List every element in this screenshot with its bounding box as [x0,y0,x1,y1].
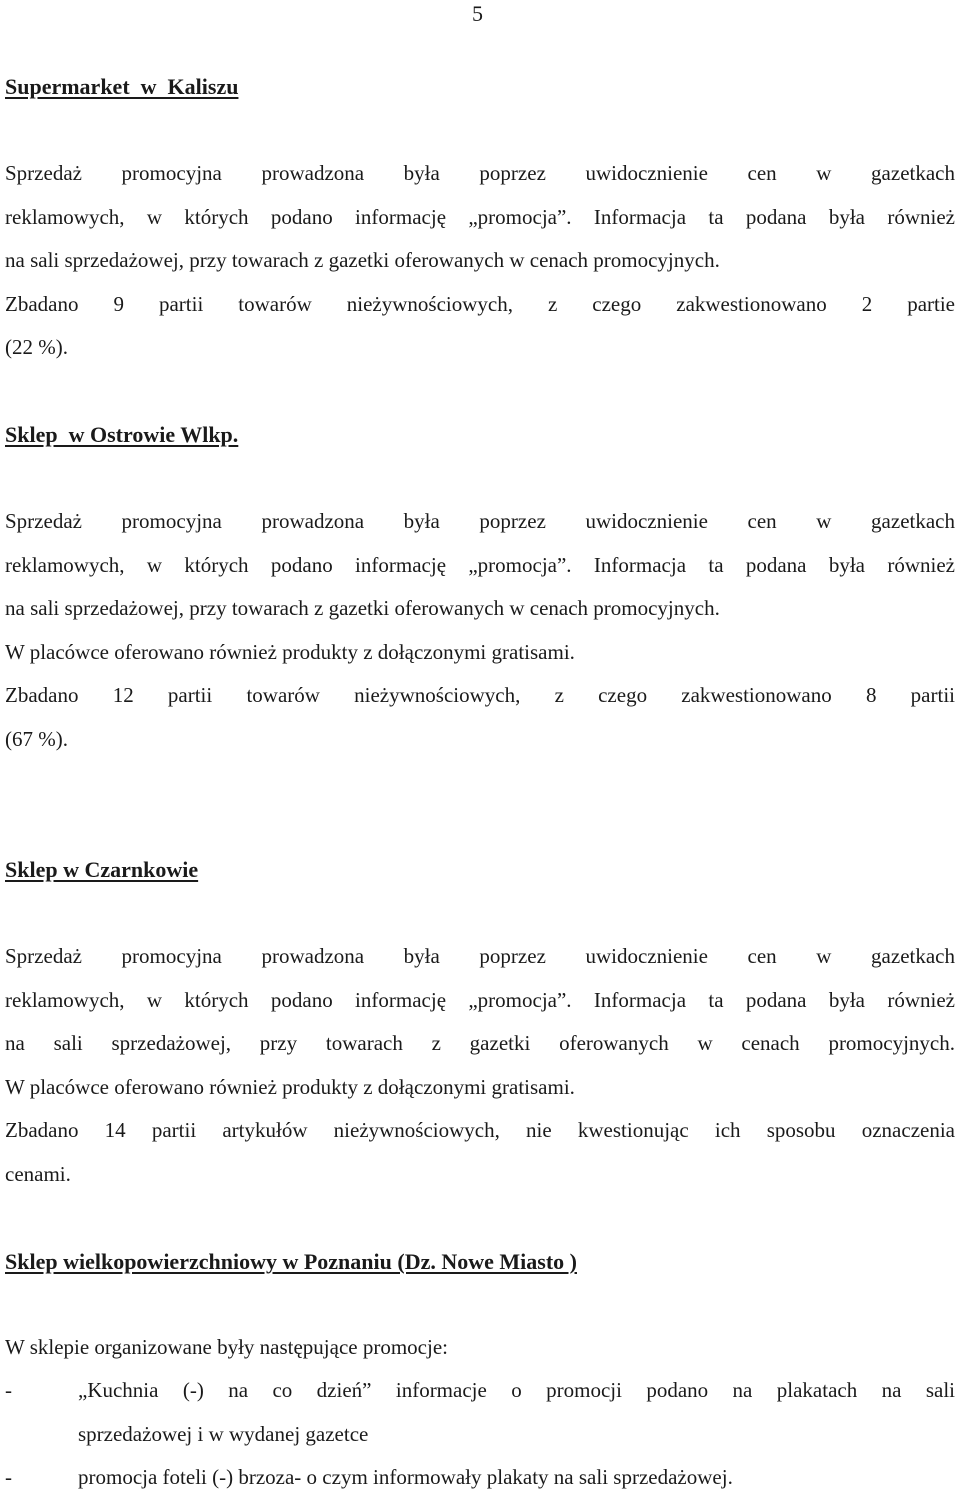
list-dash: - [5,1378,12,1402]
paragraph-line: Sprzedaż promocyjna prowadzona była poprzez uwidocznienie cen w gazetkach [5,161,955,185]
section-paragraph-ostrow [5,500,955,761]
paragraph-line: na sali sprzedażowej, przy towarach z gazetki oferowanych w cenach promocyjnych. [5,248,720,272]
paragraph-line: Zbadano 14 partii artykułów nieżywnościowych, nie kwestionując ich sposobu oznaczenia [5,1118,955,1142]
paragraph-line: (67 %). [5,726,68,751]
paragraph-line: W placówce oferowano również produkty z dołączonymi gratisami. [5,639,575,664]
section-heading-kalisz: Supermarket w Kaliszu [5,74,239,99]
section-heading-poznan: Sklep wielkopowierzchniowy w Poznaniu (Dz. Nowe Miasto ) [5,1249,577,1274]
paragraph-line: (22 %). [5,335,68,359]
section-heading-ostrow: Sklep w Ostrowie Wlkp. [5,422,239,447]
list-item-line: promocja foteli (-) brzoza- o czym informowały plakaty na sali sprzedażowej. [78,1465,733,1489]
paragraph-line: cenami. [5,1161,71,1186]
paragraph-line: Sprzedaż promocyjna prowadzona była poprzez uwidocznienie cen w gazetkach [5,509,955,533]
paragraph-line: Zbadano 12 partii towarów nieżywnościowych, z czego zakwestionowano 8 partii [5,683,955,707]
paragraph-line: na sali sprzedażowej, przy towarach z gazetki oferowanych w cenach promocyjnych. [5,596,720,620]
paragraph-line: W placówce oferowano również produkty z dołączonymi gratisami. [5,1074,575,1099]
section-intro-poznan [5,1326,955,1370]
list-item [5,1456,955,1500]
section-paragraph-kalisz [5,152,955,370]
paragraph-line: Zbadano 9 partii towarów nieżywnościowych, z czego zakwestionowano 2 partie [5,291,955,316]
section-heading-czarnkow: Sklep w Czarnkowie [5,857,199,882]
list-dash: - [5,1465,12,1489]
paragraph-line: reklamowych, w których podano informację „promocja”. Informacja ta podana była również [5,204,955,229]
paragraph-line: Sprzedaż promocyjna prowadzona była poprzez uwidocznienie cen w gazetkach [5,944,955,968]
list-item-text [78,1369,955,1456]
list-item [5,1369,955,1456]
list-item-text [78,1456,955,1500]
paragraph-line: reklamowych, w których podano informację „promocja”. Informacja ta podana była również [5,987,955,1012]
list-item-line: sprzedażowej i w wydanej gazetce [78,1421,369,1446]
paragraph-line: reklamowych, w których podano informację „promocja”. Informacja ta podana była również [5,552,955,577]
list-item-line: „Kuchnia (-) na co dzień” informacje o promocji podano na plakatach na sali [78,1378,955,1402]
paragraph-line: na sali sprzedażowej, przy towarach z gazetki oferowanych w cenach promocyjnych. [5,1031,955,1055]
paragraph-line: W sklepie organizowane były następujące promocje: [5,1335,448,1359]
section-paragraph-czarnkow [5,935,955,1196]
page-number: 5 [472,1,483,26]
